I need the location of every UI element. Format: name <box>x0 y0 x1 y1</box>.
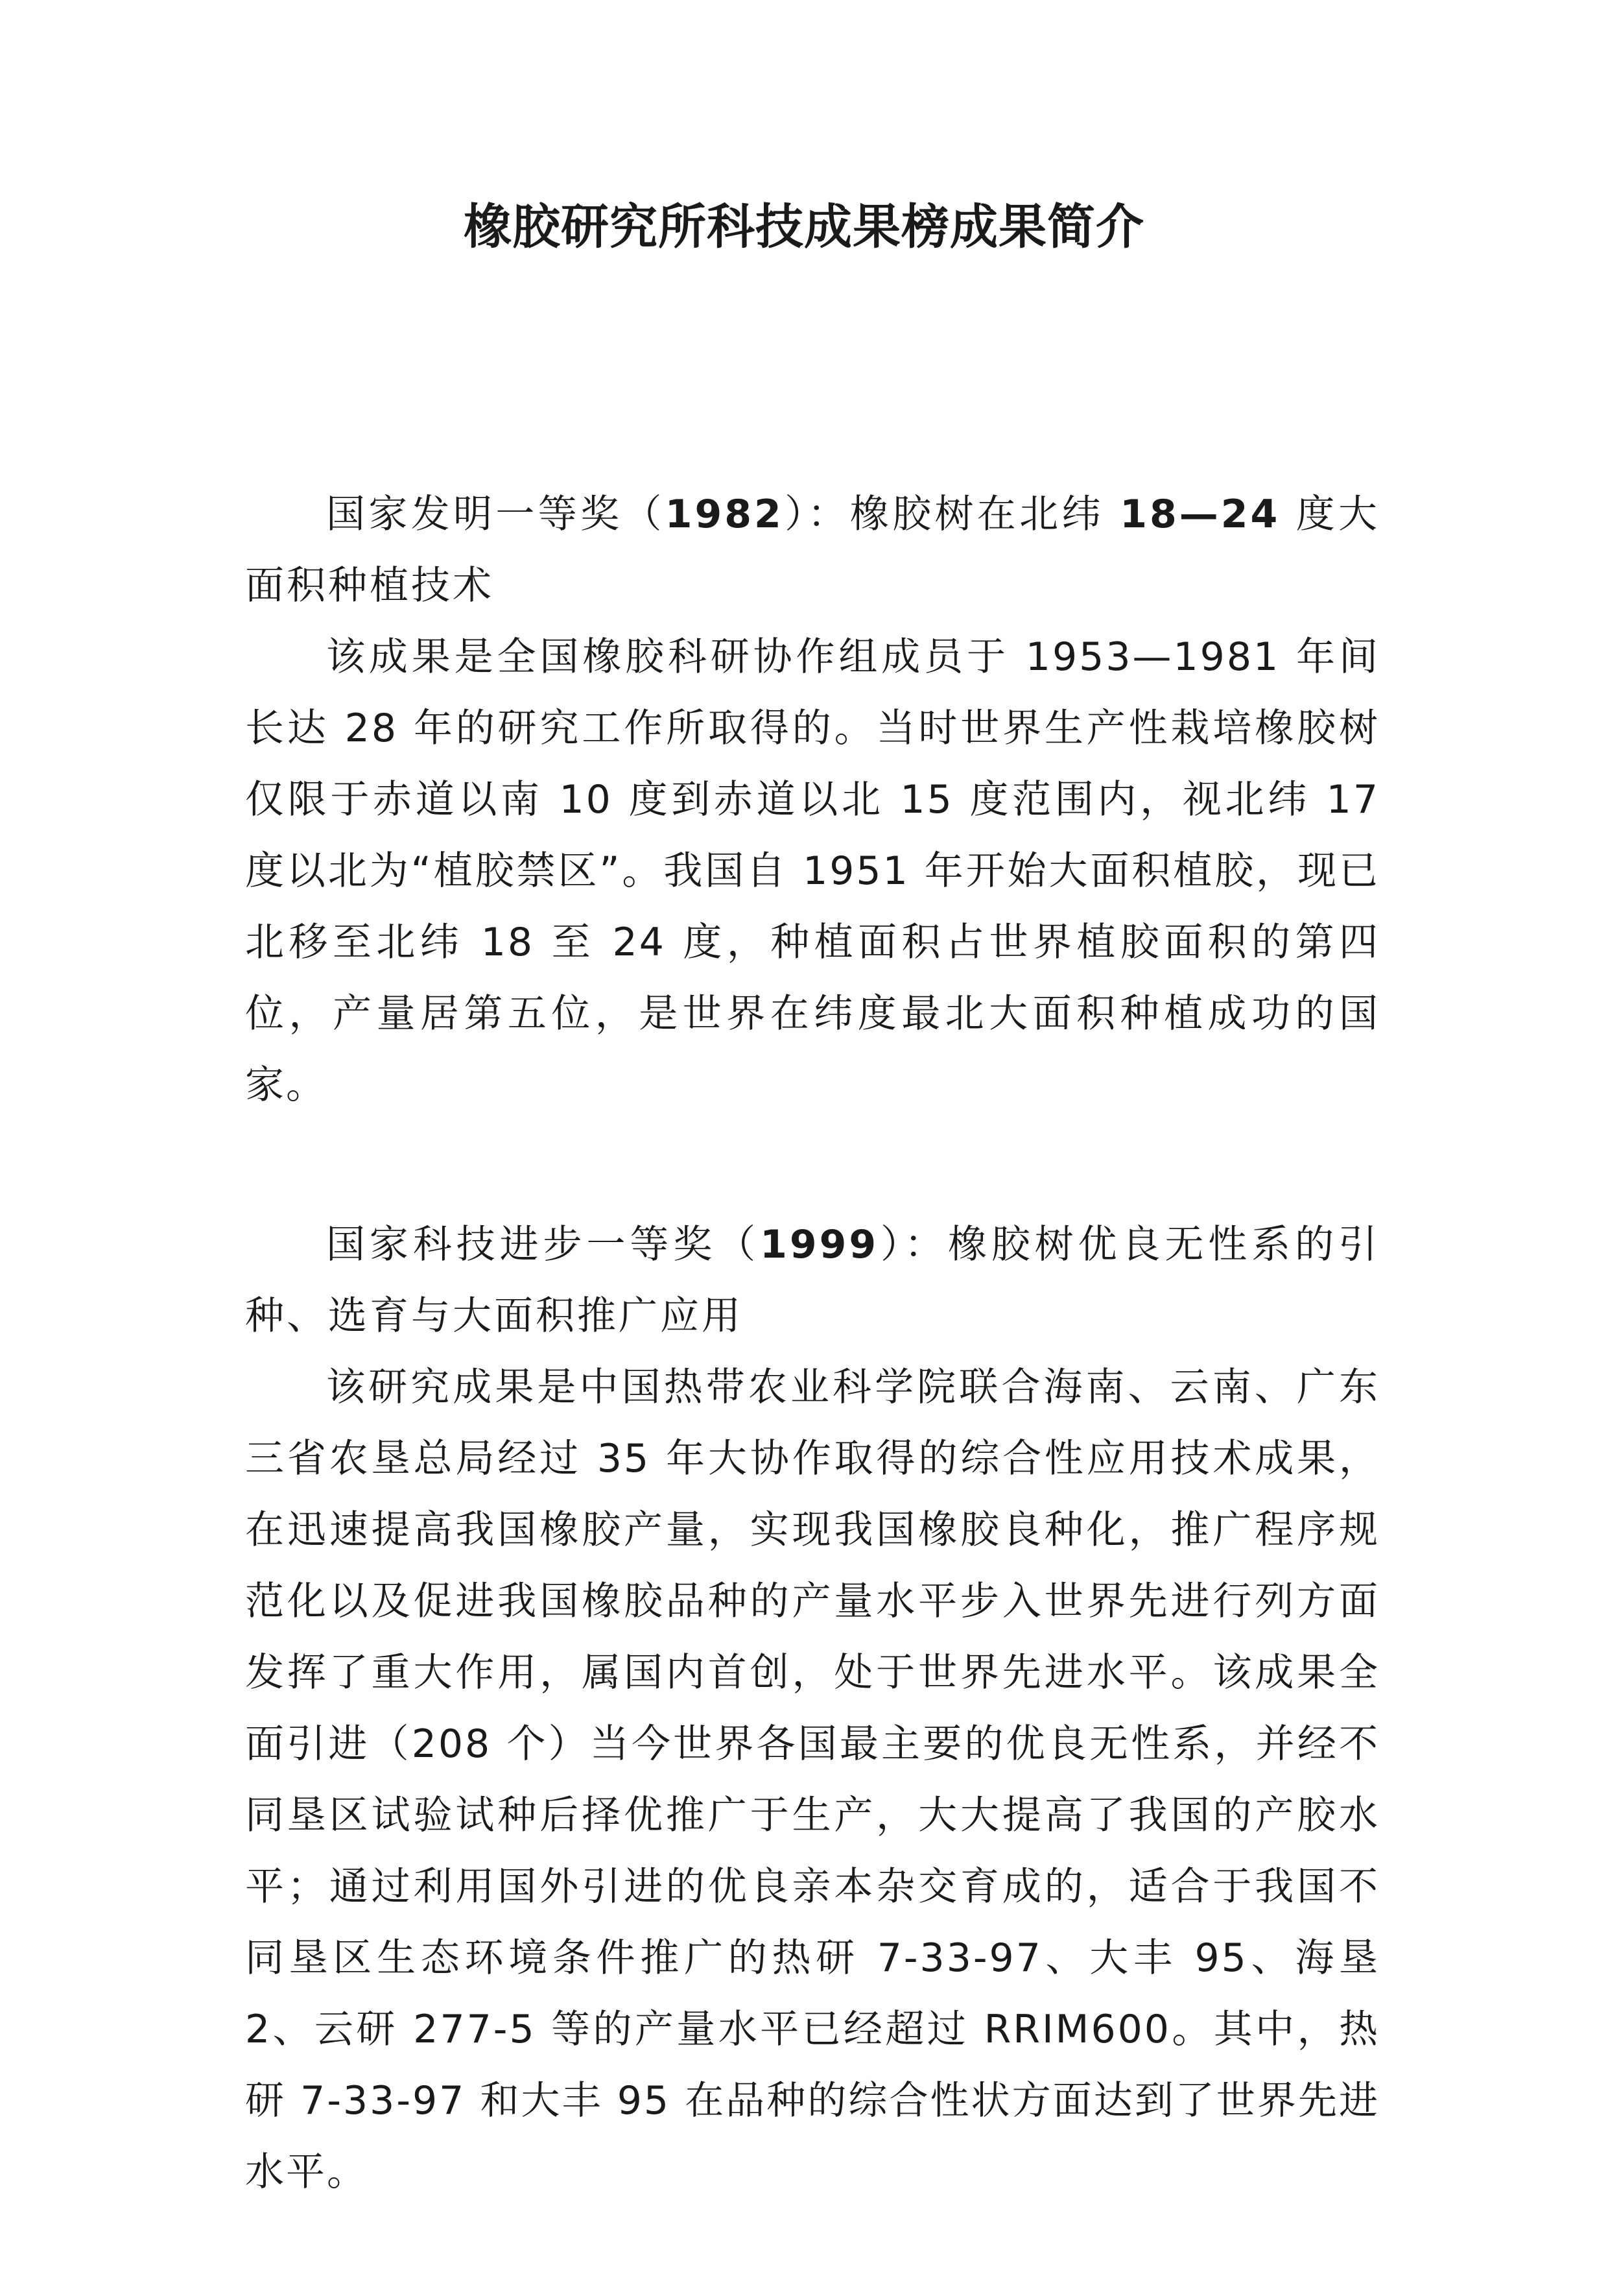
award-section-1999 <box>245 1209 1380 2208</box>
award-year: 1999 <box>760 1222 879 1267</box>
award-heading-mid: ）：橡胶树优良无性系的引种、选育与大面积推广应用 <box>245 1222 1380 1339</box>
document-title: 橡胶研究所科技成果榜成果简介 <box>464 199 1144 255</box>
award-heading-suffix: 度大面积种植技术 <box>245 492 1380 608</box>
document-body <box>245 479 1380 2296</box>
award-description: 该成果是全国橡胶科研协作组成员于 1953—1981 年间长达 28 年的研究工作所取得的。当时世界生产性栽培橡胶树仅限于赤道以南 10 度到赤道以北 15 度范围内，视北纬 17 度以北为“植胶禁区”。我国自 1951 年开始大面积植胶，现已北移至北纬 18 至 24 度，种植面积占世界植胶面积的第四位，产量居第五位，是世界在纬度最北大面积种植成功的国家。 <box>245 634 1380 1108</box>
award-section-1982 <box>245 479 1380 1121</box>
award-description: 该研究成果是中国热带农业科学院联合海南、云南、广东三省农垦总局经过 35 年大协作取得的综合性应用技术成果，在迅速提高我国橡胶产量，实现我国橡胶良种化，推广程序规范化以及促进我国橡胶品种的产量水平步入世界先进行列方面发挥了重大作用，属国内首创，处于世界先进水平。该成果全面引进（208 个）当今世界各国最主要的优良无性系，并经不同垦区试验试种后择优推广于生产，大大提高了我国的产胶水平；通过利用国外引进的优良亲本杂交育成的，适合于我国不同垦区生态环境条件推广的热研 7-33-97、大丰 95、海垦 2、云研 277-5 等的产量水平已经超过 RRIM600。其中，热研 7-33-97 和大丰 95 在品种的综合性状方面达到了世界先进水平。 <box>245 1365 1380 2195</box>
award-heading <box>245 479 1380 621</box>
award-year: 1982 <box>665 492 784 537</box>
latitude-range: 18—24 <box>1120 492 1281 537</box>
award-heading-mid: ）：橡胶树在北纬 <box>783 492 1120 537</box>
award-heading <box>245 1209 1380 1352</box>
award-heading-prefix: 国家科技进步一等奖（ <box>326 1222 761 1267</box>
award-heading-prefix: 国家发明一等奖（ <box>326 492 665 537</box>
